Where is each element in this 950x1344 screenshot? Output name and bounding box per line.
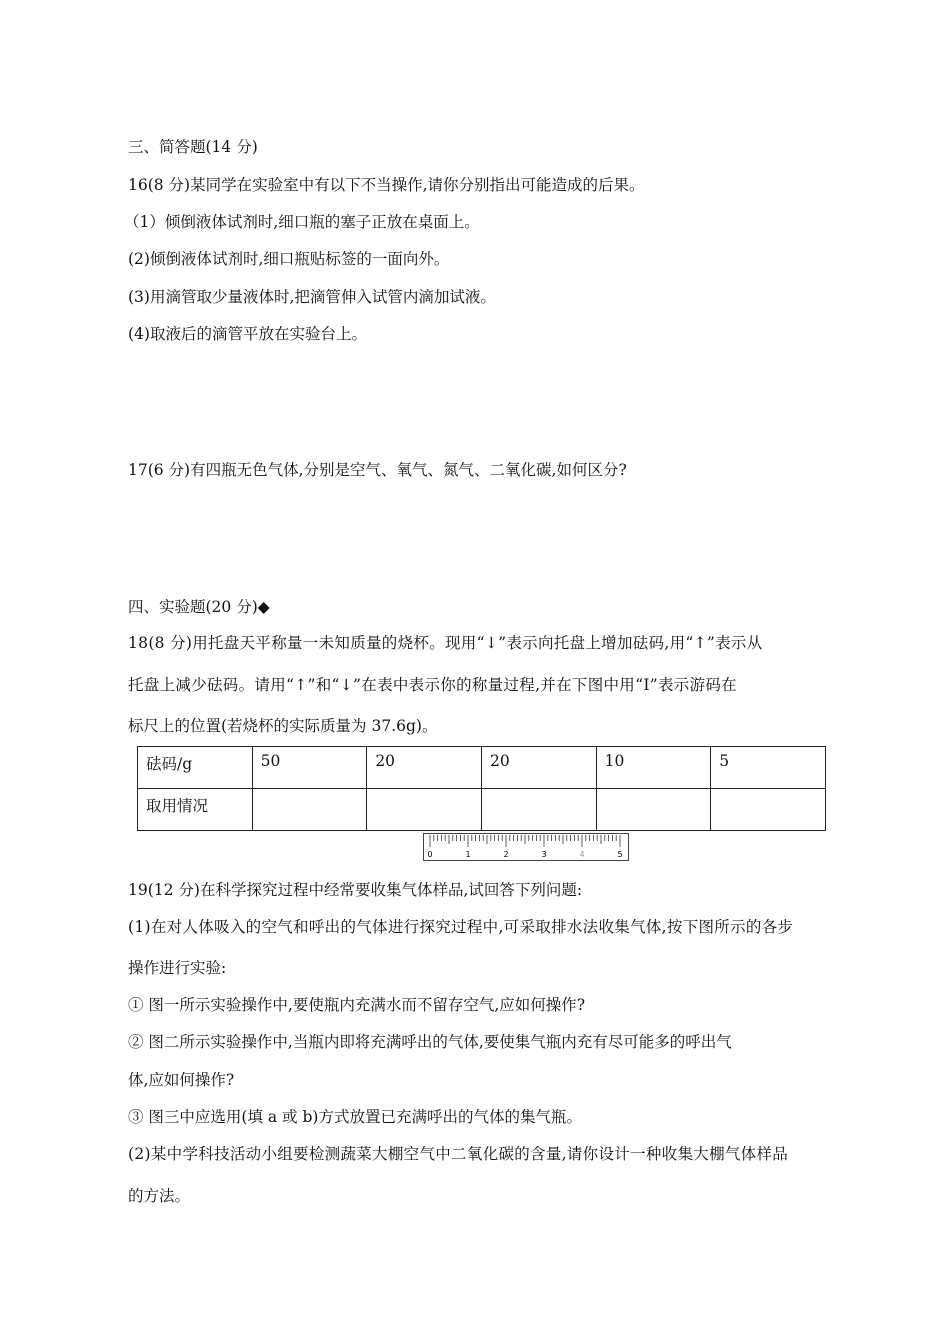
q16-stem: 16(8 分)某同学在实验室中有以下不当操作,请你分别指出可能造成的后果。 [128, 176, 645, 194]
q16-item-1: （1）倾倒液体试剂时,细口瓶的塞子正放在桌面上。 [124, 213, 480, 231]
table-cell-empty[interactable] [481, 789, 596, 831]
table-cell: 50 [252, 747, 367, 789]
ruler-label-0: 0 [427, 850, 433, 859]
table-cell-empty[interactable] [252, 789, 367, 831]
q18-line-2: 托盘上减少砝码。请用“↑”和“↓”在表中表示你的称量过程,并在下图中用“Ⅰ”表示游码在 [128, 676, 737, 694]
table-cell: 20 [367, 747, 482, 789]
q19-part1-line-2: 操作进行实验: [128, 959, 227, 977]
q19-sub2-line-1: ② 图二所示实验操作中,当瓶内即将充满呼出的气体,要使集气瓶内充有尽可能多的呼出气 [128, 1033, 732, 1051]
table-cell: 5 [711, 747, 826, 789]
ruler-label-5: 5 [617, 850, 623, 859]
q19-sub3: ③ 图三中应选用(填 a 或 b)方式放置已充满呼出的气体的集气瓶。 [128, 1108, 582, 1126]
q16-item-4: (4)取液后的滴管平放在实验台上。 [128, 325, 367, 343]
table-cell-empty[interactable] [596, 789, 711, 831]
q19-sub1: ① 图一所示实验操作中,要使瓶内充满水而不留存空气,应如何操作? [128, 996, 586, 1014]
table-cell-empty[interactable] [711, 789, 826, 831]
table-cell: 10 [596, 747, 711, 789]
q18-line-1: 18(8 分)用托盘天平称量一未知质量的烧杯。现用“↓”表示向托盘上增加砝码,用“↑”表示从 [128, 634, 763, 652]
scale-ruler [423, 833, 629, 861]
q19-part2-line-2: 的方法。 [128, 1187, 191, 1205]
table-cell-empty[interactable] [367, 789, 482, 831]
q19-part2-line-1: (2)某中学科技活动小组要检测蔬菜大棚空气中二氧化碳的含量,请你设计一种收集大棚气体样品 [128, 1145, 789, 1163]
q17-text: 17(6 分)有四瓶无色气体,分别是空气、氧气、氮气、二氧化碳,如何区分? [128, 461, 627, 479]
table-row [138, 789, 826, 831]
q18-line-3: 标尺上的位置(若烧杯的实际质量为 37.6g)。 [128, 717, 438, 735]
weights-table [137, 746, 826, 831]
section4-heading: 四、实验题(20 分)◆ [128, 598, 270, 616]
ruler-label-4: 4 [579, 850, 585, 859]
q19-sub2-line-2: 体,应如何操作? [128, 1071, 235, 1089]
ruler-label-2: 2 [503, 850, 509, 859]
ruler-label-1: 1 [465, 850, 471, 859]
table-cell: 砝码/g [138, 747, 253, 789]
q19-part1-line-1: (1)在对人体吸入的空气和呼出的气体进行探究过程中,可采取排水法收集气体,按下图所示的各步 [128, 918, 794, 936]
table-cell: 20 [481, 747, 596, 789]
section3-heading: 三、简答题(14 分) [128, 138, 258, 156]
q19-stem: 19(12 分)在科学探究过程中经常要收集气体样品,试回答下列问题: [128, 881, 583, 899]
q16-item-3: (3)用滴管取少量液体时,把滴管伸入试管内滴加试液。 [128, 288, 496, 306]
q16-item-2: (2)倾倒液体试剂时,细口瓶贴标签的一面向外。 [128, 250, 450, 268]
table-row [138, 747, 826, 789]
table-cell: 取用情况 [138, 789, 253, 831]
ruler-label-3: 3 [541, 850, 547, 859]
